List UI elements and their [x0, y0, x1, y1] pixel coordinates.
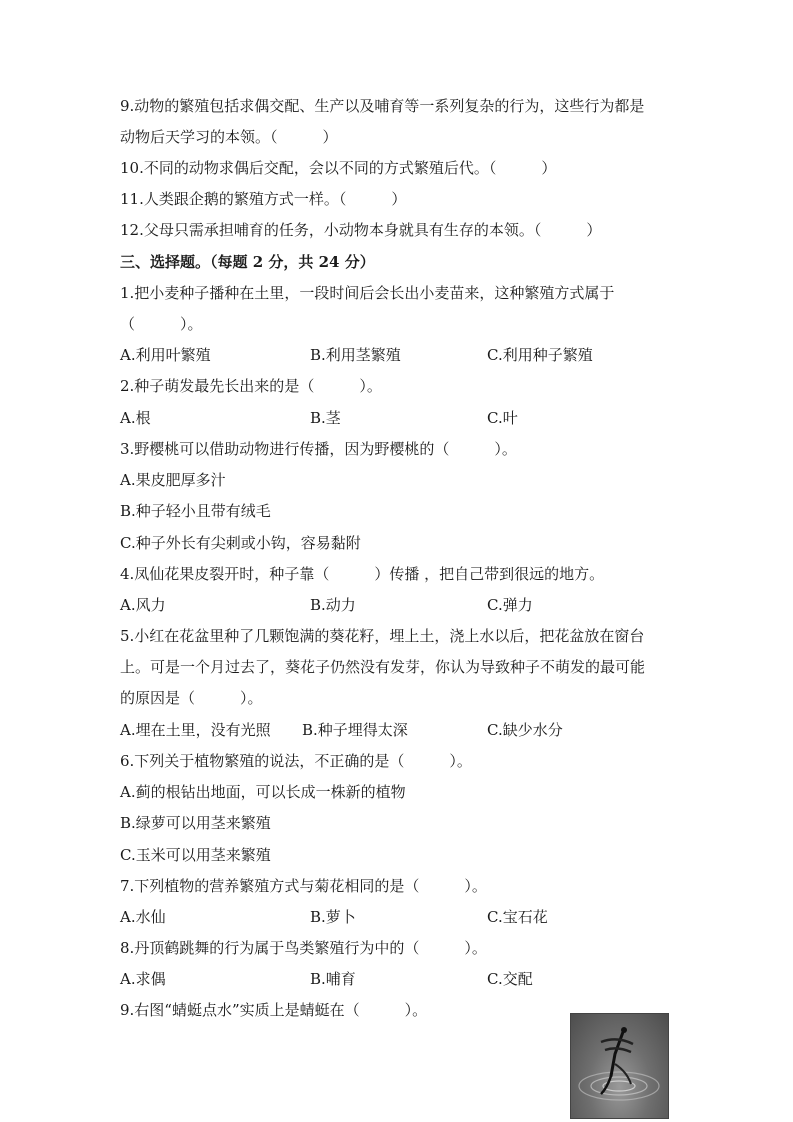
q1-option-c: C.利用种子繁殖	[487, 346, 593, 364]
q3-option-c: C.种子外长有尖刺或小钩，容易黏附	[120, 534, 361, 552]
question-7-stem: 7.下列植物的营养繁殖方式与菊花相同的是（ ）。	[120, 877, 487, 895]
q5-option-b: B.种子埋得太深	[302, 721, 408, 739]
q4-option-a: A.风力	[120, 596, 166, 614]
q5-option-a: A.埋在土里，没有光照	[120, 721, 271, 739]
question-9-stem: 9.右图“蜻蜓点水”实质上是蜻蜓在（ ）。	[120, 1001, 428, 1019]
q2-option-a: A.根	[120, 409, 151, 427]
question-6-stem: 6.下列关于植物繁殖的说法，不正确的是（ ）。	[120, 752, 472, 770]
question-5-stem-cont1: 上。可是一个月过去了，葵花子仍然没有发芽，你认为导致种子不萌发的最可能	[120, 658, 646, 676]
question-1-stem-cont: （ ）。	[120, 315, 203, 333]
question-3-stem: 3.野樱桃可以借助动物进行传播，因为野樱桃的（ ）。	[120, 440, 517, 458]
q6-option-a: A.蓟的根钻出地面，可以长成一株新的植物	[120, 783, 406, 801]
q8-option-c: C.交配	[487, 970, 533, 988]
q6-option-b: B.绿萝可以用茎来繁殖	[120, 814, 271, 832]
judgement-item-9-line2: 动物后天学习的本领。（ ）	[120, 128, 338, 146]
q7-option-b: B.萝卜	[310, 908, 356, 926]
q7-option-c: C.宝石花	[487, 908, 548, 926]
q3-option-b: B.种子轻小且带有绒毛	[120, 502, 271, 520]
q2-option-b: B.茎	[310, 409, 341, 427]
judgement-item-10: 10.不同的动物求偶后交配，会以不同的方式繁殖后代。（ ）	[120, 159, 557, 177]
q6-option-c: C.玉米可以用茎来繁殖	[120, 846, 271, 864]
q8-option-a: A.求偶	[120, 970, 166, 988]
q4-option-c: C.弹力	[487, 596, 533, 614]
question-4-stem: 4.凤仙花果皮裂开时，种子靠（ ）传播 ，把自己带到很远的地方。	[120, 565, 605, 583]
question-2-stem: 2.种子萌发最先长出来的是（ ）。	[120, 377, 382, 395]
q4-option-b: B.动力	[310, 596, 356, 614]
q2-option-c: C.叶	[487, 409, 518, 427]
question-1-stem: 1.把小麦种子播种在土里，一段时间后会长出小麦苗来，这种繁殖方式属于	[120, 284, 615, 302]
question-8-stem: 8.丹顶鹤跳舞的行为属于鸟类繁殖行为中的（ ）。	[120, 939, 487, 957]
q8-option-b: B.哺育	[310, 970, 356, 988]
dragonfly-photo	[570, 1013, 669, 1119]
judgement-item-12: 12.父母只需承担哺育的任务，小动物本身就具有生存的本领。（ ）	[120, 221, 602, 239]
q3-option-a: A.果皮肥厚多汁	[120, 471, 226, 489]
question-5-stem-cont2: 的原因是（ ）。	[120, 689, 263, 707]
q7-option-a: A.水仙	[120, 908, 166, 926]
q1-option-a: A.利用叶繁殖	[120, 346, 211, 364]
dragonfly-touching-water-image	[571, 1014, 668, 1118]
q1-option-b: B.利用茎繁殖	[310, 346, 401, 364]
judgement-item-9-line1: 9.动物的繁殖包括求偶交配、生产以及哺育等一系列复杂的行为，这些行为都是	[120, 97, 645, 115]
section-title: 三、选择题。（每题 2 分，共 24 分）	[120, 253, 375, 271]
question-5-stem: 5.小红在花盆里种了几颗饱满的葵花籽，埋上土，浇上水以后，把花盆放在窗台	[120, 627, 645, 645]
judgement-item-11: 11.人类跟企鹅的繁殖方式一样。（ ）	[120, 190, 407, 208]
q5-option-c: C.缺少水分	[487, 721, 563, 739]
